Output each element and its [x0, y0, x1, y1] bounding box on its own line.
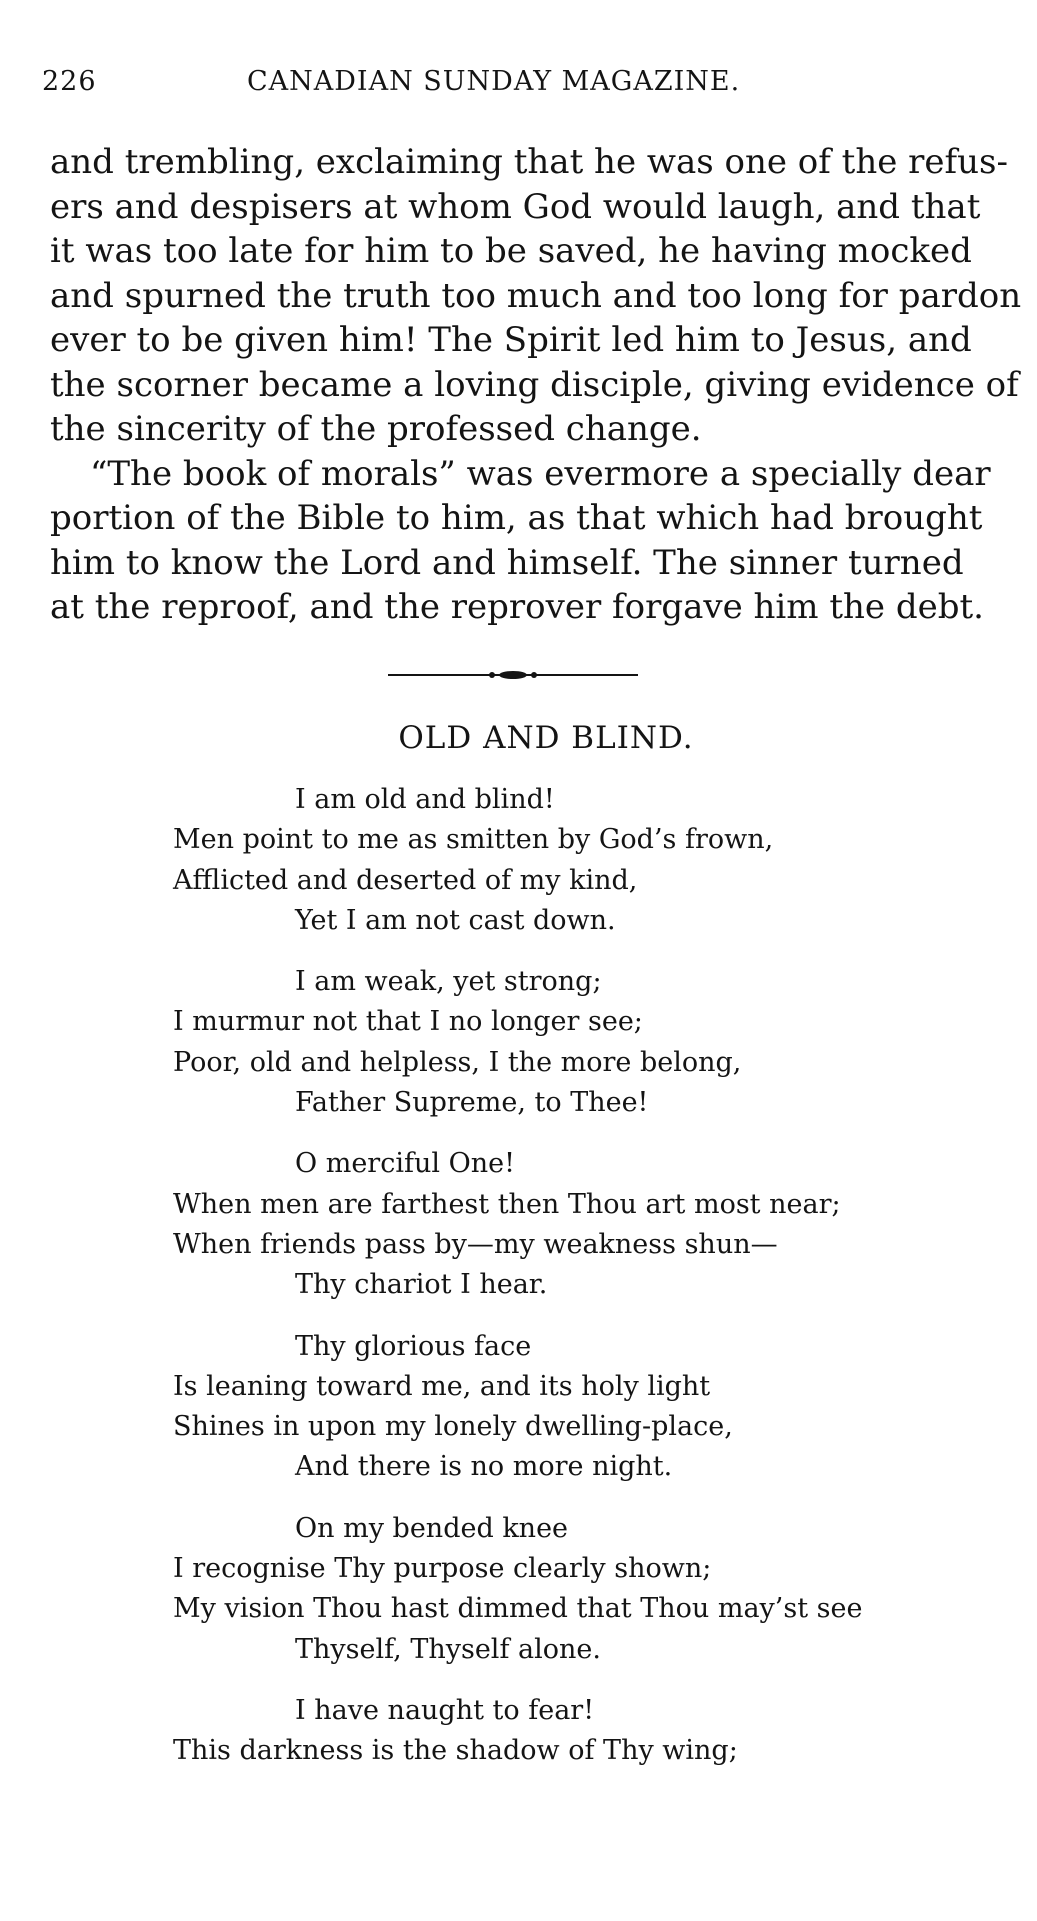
verse-line: O merciful One!	[295, 1148, 515, 1180]
text-line: and spurned the truth too much and too long for pardon	[50, 275, 1022, 316]
text-line: it was too late for him to be saved, he having mocked	[50, 231, 972, 271]
verse-line: I have naught to fear!	[295, 1694, 595, 1726]
text-line: him to know the Lord and himself. The sinner turned	[50, 542, 964, 583]
stanza	[173, 1144, 893, 1305]
paragraph-2	[50, 452, 1000, 630]
text-line: ever to be given him! The Spirit led him to Jesus, and	[50, 320, 972, 360]
text-line: ers and despisers at whom God would laugh, and that	[50, 186, 981, 227]
text-line: the scorner became a loving disciple, giving evidence of	[50, 364, 1019, 405]
verse-line: When friends pass by—my weakness shun—	[173, 1228, 778, 1260]
poem	[173, 780, 893, 1793]
verse-line: Thyself, Thyself alone.	[295, 1633, 601, 1665]
verse-line: I murmur not that I no longer see;	[173, 1006, 643, 1038]
running-head	[42, 66, 782, 106]
stanza	[173, 1509, 893, 1670]
verse-line: This darkness is the shadow of Thy wing;	[173, 1735, 738, 1767]
stanza	[173, 1691, 893, 1772]
text-line: the sincerity of the professed change.	[50, 409, 702, 449]
verse-line: Yet I am not cast down.	[295, 904, 616, 936]
ornamental-divider	[388, 669, 638, 681]
text-line: portion of the Bible to him, as that which had brought	[50, 498, 983, 538]
verse-line: Afflicted and deserted of my kind,	[173, 864, 638, 896]
stanza	[173, 962, 893, 1123]
stanza	[173, 1327, 893, 1488]
verse-line: When men are farthest then Thou art most near;	[173, 1188, 841, 1220]
article-text	[50, 140, 1022, 630]
text-line: “The book of morals” was evermore a specially dear	[90, 453, 991, 494]
verse-line: On my bended knee	[295, 1512, 569, 1544]
verse-line: I am old and blind!	[295, 784, 555, 815]
verse-line: Men point to me as smitten by God’s frown,	[173, 824, 774, 856]
stanza	[173, 780, 893, 941]
verse-line: I recognise Thy purpose clearly shown;	[173, 1553, 712, 1585]
verse-line: Poor, old and helpless, I the more belong,	[173, 1046, 742, 1078]
page-number: 226	[42, 66, 97, 97]
verse-line: I am weak, yet strong;	[295, 966, 602, 998]
verse-line: Shines in upon my lonely dwelling-place,	[173, 1411, 733, 1443]
magazine-title: CANADIAN SUNDAY MAGAZINE.	[247, 66, 741, 97]
text-line: and trembling, exclaiming that he was one of the refus-	[50, 142, 1008, 182]
verse-line: Is leaning toward me, and its holy light	[173, 1370, 711, 1402]
poem-title-text: OLD AND BLIND.	[398, 720, 694, 756]
verse-line: My vision Thou hast dimmed that Thou may’st see	[173, 1593, 863, 1625]
verse-line: Father Supreme, to Thee!	[295, 1087, 649, 1119]
verse-line: And there is no more night.	[295, 1451, 673, 1483]
paragraph-1	[50, 140, 1022, 452]
verse-line: Thy chariot I hear.	[295, 1269, 548, 1301]
text-line: at the reproof, and the reprover forgave him the debt.	[50, 587, 984, 627]
poem-title	[0, 720, 1037, 756]
verse-line: Thy glorious face	[295, 1330, 532, 1362]
